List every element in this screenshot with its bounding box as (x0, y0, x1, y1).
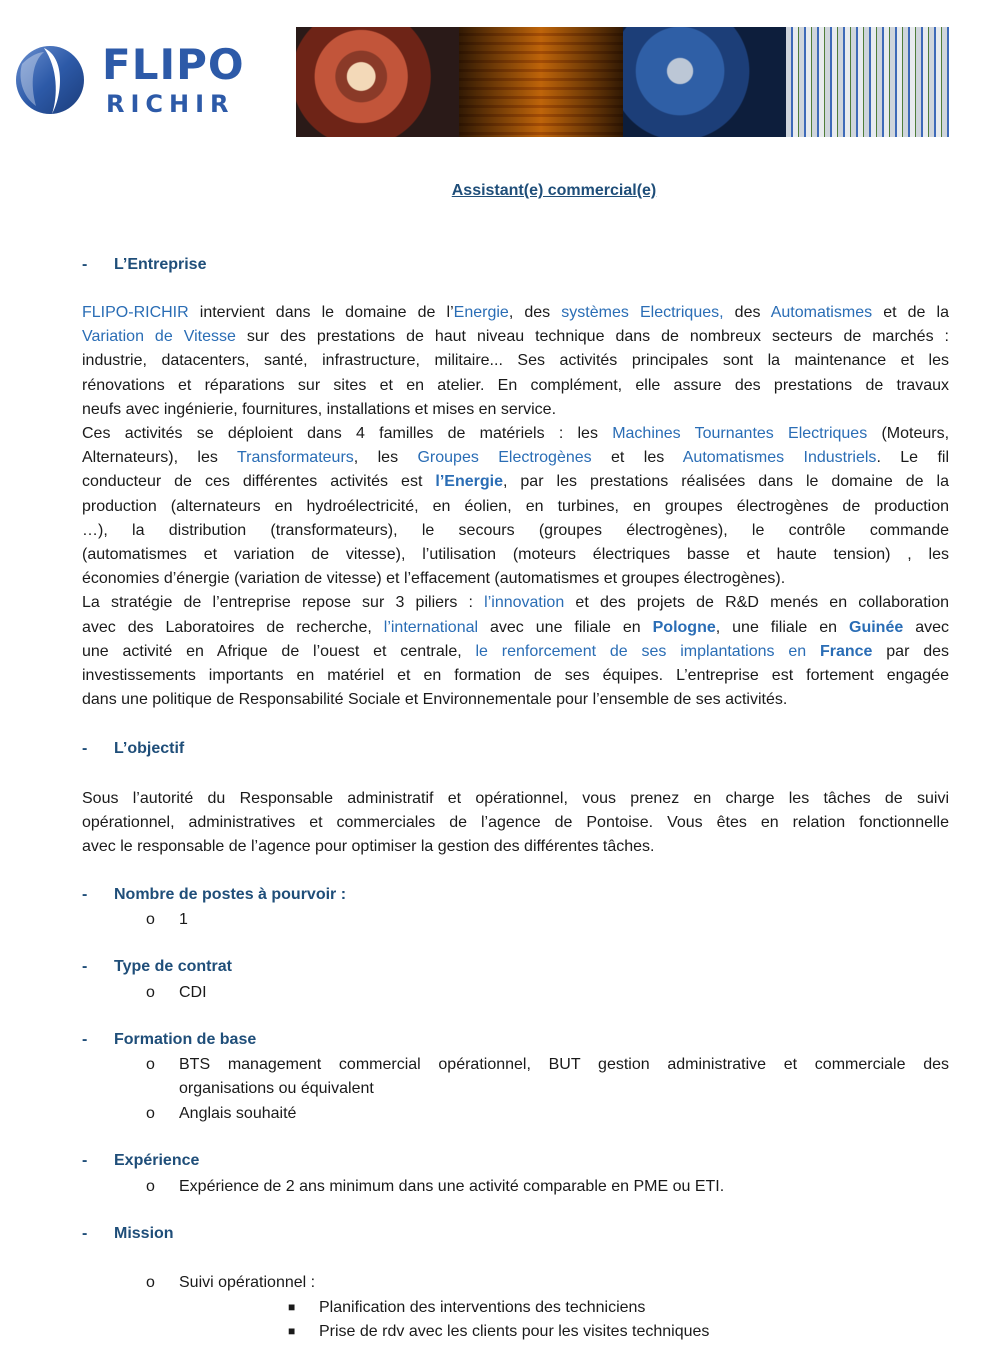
section-heading-label: L’Entreprise (114, 256, 207, 273)
paragraph-line (82, 325, 949, 349)
text-run: production (alternateurs en hydroélectricité, en éolien, en turbines, en groupes électrogènes de production (82, 497, 949, 515)
text-run: Alternateurs), les (82, 449, 237, 467)
company-description (82, 301, 949, 712)
paragraph-line (82, 495, 949, 519)
paragraph-line (82, 688, 949, 712)
highlighted-term: FLIPO-RICHIR (82, 304, 189, 321)
section-heading-label: Nombre de postes à pourvoir : (114, 886, 347, 903)
section-heading-mission (82, 1225, 174, 1243)
text-run: et de la (872, 304, 950, 321)
paragraph-line (82, 470, 949, 494)
paragraph-line: opérationnel, administratives et commerciales de l’agence de Pontoise. Vous êtes en relation fonctionnelle (82, 814, 949, 832)
highlighted-term: l’Energie (435, 473, 503, 491)
dash-marker: - (82, 886, 88, 903)
circle-bullet-icon: o (146, 1105, 155, 1122)
electrical-cabinet-photo (786, 27, 949, 137)
section-heading-label: Formation de base (114, 1031, 257, 1048)
text-run: , les (353, 449, 418, 467)
paragraph-line (82, 398, 949, 422)
section-heading-label: Mission (114, 1225, 174, 1242)
circle-bullet-icon: o (146, 1056, 155, 1073)
formation-line: Anglais souhaité (179, 1105, 297, 1122)
text-run: rénovations et réparations sur sites et en atelier. En complément, elle assure des prestations de travaux (82, 376, 949, 394)
paragraph-line (82, 591, 949, 615)
paragraph-line (82, 422, 949, 446)
list-item-contrat (146, 981, 207, 1005)
paragraph-line (82, 519, 949, 543)
list-item-experience (146, 1175, 724, 1199)
highlighted-term: Automatismes Industriels (682, 449, 877, 467)
dash-marker: - (82, 1152, 88, 1169)
circle-bullet-icon: o (146, 911, 155, 928)
dash-marker: - (82, 958, 88, 975)
highlighted-term: Guinée (849, 618, 904, 636)
highlighted-term: systèmes Electriques, (561, 304, 724, 321)
text-run: . Le fil (876, 449, 950, 467)
paragraph-line (82, 446, 949, 470)
dash-marker: - (82, 256, 88, 273)
formation-line: organisations ou équivalent (179, 1080, 374, 1097)
text-run: investissements importants en matériel et en formation de ses équipes. L’entreprise est fortement engagée (82, 667, 949, 685)
text-run: La stratégie de l’entreprise repose sur 3 piliers : (82, 594, 485, 612)
section-heading-objectif (82, 740, 184, 758)
flipo-richir-logo (14, 40, 264, 120)
text-run: conducteur de ces différentes activités est (82, 473, 436, 491)
text-run: , des (508, 304, 562, 321)
circle-bullet-icon: o (146, 1274, 155, 1291)
text-run: , une filiale en (715, 618, 849, 636)
engine-photo (623, 27, 786, 137)
list-item-formation (146, 1102, 296, 1126)
text-run: Ces activités se déploient dans 4 familles de matériels : les (82, 425, 613, 443)
list-item-postes (146, 908, 188, 932)
paragraph-line (82, 616, 949, 640)
text-run: des (723, 304, 771, 321)
section-heading-formation (82, 1031, 256, 1049)
paragraph-line: Sous l’autorité du Responsable administratif et opérationnel, vous prenez en charge les tâches de suivi (82, 790, 949, 807)
section-heading-entreprise (82, 256, 206, 274)
text-run: avec des Laboratoires de recherche, (82, 618, 384, 636)
paragraph-line (82, 301, 949, 325)
logo-mark-icon (14, 44, 86, 116)
section-heading-label: Type de contrat (114, 958, 232, 975)
header-banner (296, 27, 949, 137)
list-item-formation (146, 1053, 949, 1101)
paragraph-line (82, 567, 949, 591)
highlighted-term: Variation de Vitesse (82, 328, 236, 346)
section-heading-label: L’objectif (114, 740, 185, 757)
square-bullet-icon: ■ (288, 1324, 296, 1338)
text-run: et les (591, 449, 683, 467)
highlighted-term: le renforcement de ses implantations en (475, 642, 820, 660)
text-run: intervient dans le domaine de l’ (188, 304, 454, 321)
text-run: industrie, datacenters, santé, infrastructure, militaire... Ses activités principales sont la maintenance et les (82, 352, 949, 370)
section-heading-experience (82, 1152, 199, 1170)
experience-value: Expérience de 2 ans minimum dans une activité comparable en PME ou ETI. (179, 1178, 725, 1195)
objective-description (82, 787, 949, 860)
text-run: (Moteurs, (867, 425, 950, 443)
highlighted-term: l’international (383, 618, 479, 636)
square-bullet-icon: ■ (288, 1300, 296, 1314)
highlighted-term: Automatismes (770, 304, 873, 321)
paragraph-line: avec le responsable de l’agence pour optimiser la gestion des différentes tâches. (82, 838, 655, 856)
page-title: Assistant(e) commercial(e) (451, 182, 657, 199)
highlighted-term: France (819, 642, 873, 660)
section-heading-contrat (82, 958, 232, 976)
paragraph-line (82, 664, 949, 688)
section-heading-label: Expérience (114, 1152, 200, 1169)
text-run: économies d’énergie (variation de vitesse) et l’effacement (automatismes et groupes électrogènes). (82, 570, 786, 588)
highlighted-term: l’innovation (484, 594, 565, 612)
formation-line: BTS management commercial opérationnel, BUT gestion administrative et commerciale des (179, 1056, 949, 1073)
text-run: et des projets de R&D menés en collaboration (564, 594, 949, 612)
text-run: , par les prestations réalisées dans le domaine de la (502, 473, 950, 491)
logo-text-richir: RICHIR (106, 90, 235, 118)
text-run: (automatismes et variation de vitesse), l’utilisation (moteurs électriques basse et haute tension) , les (82, 546, 949, 564)
text-run: …), la distribution (transformateurs), le secours (groupes électrogènes), le contrôle commande (82, 521, 949, 539)
paragraph-line (82, 543, 949, 567)
postes-value: 1 (179, 911, 188, 928)
highlighted-term: Energie (453, 304, 509, 321)
text-run: sur des prestations de haut niveau technique dans de nombreux secteurs de marchés : (235, 328, 950, 346)
logo-text-flipo: FLIPO (102, 40, 245, 89)
text-run: neufs avec ingénierie, fournitures, installations et mises en service. (82, 400, 557, 418)
mission-subitem: Suivi opérationnel : (179, 1274, 316, 1291)
text-run: par des (872, 642, 950, 660)
transformer-coils-photo (459, 27, 622, 137)
text-run: dans une politique de Responsabilité Sociale et Environnementale pour l’ensemble de ses activités. (82, 691, 788, 709)
paragraph-line (82, 349, 949, 373)
list-item-task (288, 1319, 709, 1344)
contrat-value: CDI (179, 984, 207, 1001)
list-item-task (288, 1295, 645, 1320)
text-run: une activité en Afrique de l’ouest et centrale, (82, 642, 476, 660)
highlighted-term: Transformateurs (237, 449, 354, 467)
highlighted-term: Machines Tournantes Electriques (612, 425, 868, 443)
dash-marker: - (82, 740, 88, 757)
circle-bullet-icon: o (146, 984, 155, 1001)
task-text: Prise de rdv avec les clients pour les visites techniques (319, 1323, 710, 1340)
list-item-mission (146, 1271, 315, 1295)
dash-marker: - (82, 1225, 88, 1242)
paragraph-line (82, 640, 949, 664)
section-heading-postes (82, 886, 346, 904)
circle-bullet-icon: o (146, 1178, 155, 1195)
dash-marker: - (82, 1031, 88, 1048)
highlighted-term: Groupes Electrogènes (417, 449, 592, 467)
paragraph-line (82, 374, 949, 398)
text-run: avec une filiale en (478, 618, 653, 636)
task-text: Planification des interventions des techniciens (319, 1299, 646, 1316)
highlighted-term: Pologne (652, 618, 716, 636)
text-run: avec (903, 618, 949, 636)
stator-winding-photo (296, 27, 459, 137)
